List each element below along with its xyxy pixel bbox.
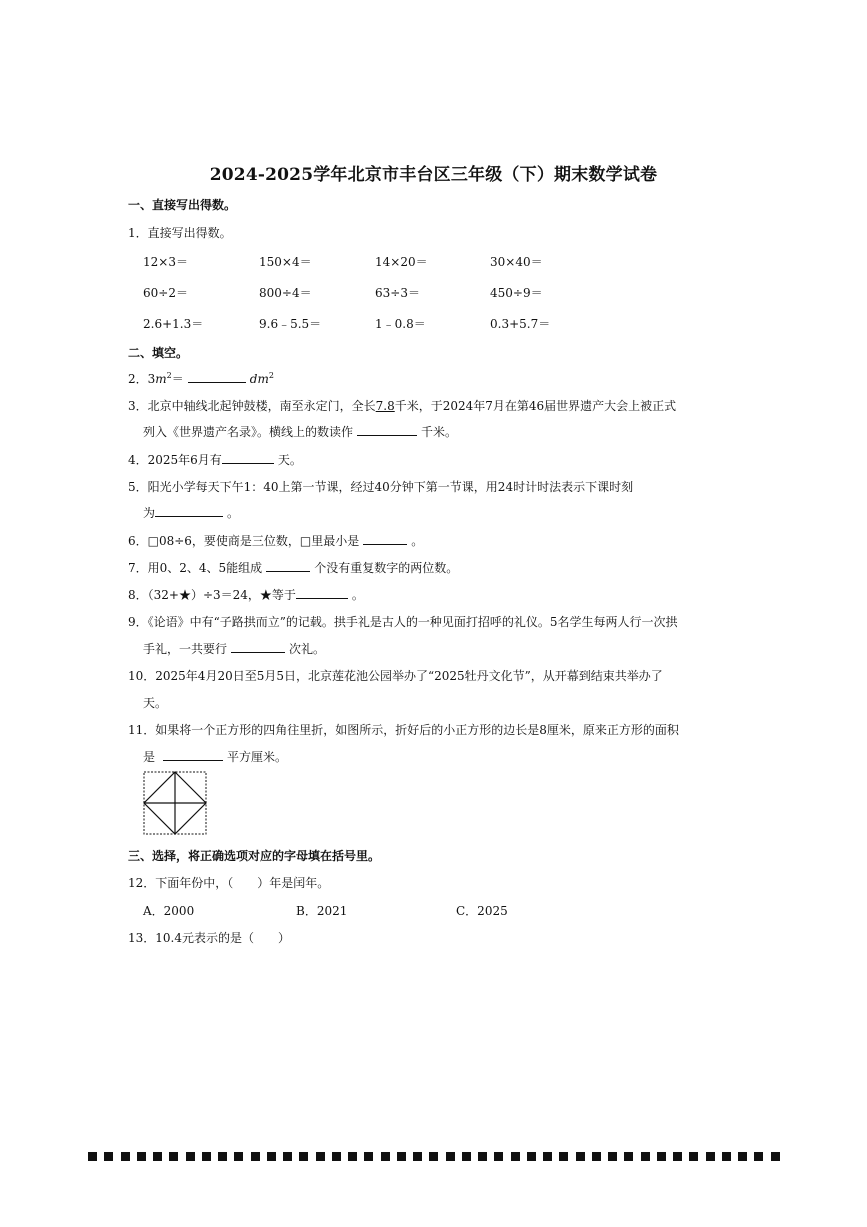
calc-item: 450÷9＝	[490, 286, 543, 300]
footer-mark	[592, 1152, 601, 1161]
page-title: 2024-2025学年北京市丰台区三年级（下）期末数学试卷	[209, 165, 658, 185]
section-heading-2: 二、填空。	[128, 346, 189, 360]
footer-mark	[608, 1152, 617, 1161]
footer-mark	[267, 1152, 276, 1161]
question-2-exponent-target: 2	[268, 371, 274, 380]
question-1-stem: 1．直接写出得数。	[128, 226, 232, 240]
question-3-line-2	[143, 423, 457, 440]
answer-blank[interactable]	[188, 370, 246, 383]
question-2-unit: m	[155, 372, 167, 386]
footer-mark	[689, 1152, 698, 1161]
question-7	[128, 559, 458, 576]
footer-mark	[299, 1152, 308, 1161]
question-12-stem: 12．下面年份中，（ ）年是闰年。	[128, 876, 330, 890]
footer-mark	[624, 1152, 633, 1161]
question-10-line-2: 天。	[143, 696, 168, 710]
calc-item: 0.3+5.7＝	[490, 317, 551, 331]
footer-mark	[462, 1152, 471, 1161]
footer-mark	[559, 1152, 568, 1161]
question-13-stem: 13．10.4元表示的是（ ）	[128, 931, 290, 945]
question-11-line-1: 11．如果将一个正方形的四角往里折，如图所示，折好后的小正方形的边长是8厘米，原来正方形的面积	[128, 723, 679, 737]
footer-mark	[527, 1152, 536, 1161]
calc-item: 9.6﹣5.5＝	[259, 317, 322, 331]
footer-mark	[169, 1152, 178, 1161]
footer-mark	[397, 1152, 406, 1161]
footer-mark	[88, 1152, 97, 1161]
question-7-text: 个没有重复数字的两位数。	[314, 561, 459, 575]
calc-item: 12×3＝	[143, 255, 188, 269]
footer-mark	[478, 1152, 487, 1161]
answer-blank[interactable]	[266, 559, 310, 572]
question-9-line-2	[143, 640, 325, 657]
footer-mark	[576, 1152, 585, 1161]
question-5-text: 。	[227, 506, 240, 520]
footer-mark	[364, 1152, 373, 1161]
footer-mark	[673, 1152, 682, 1161]
question-5-text: 为	[143, 506, 156, 520]
calc-item: 14×20＝	[375, 255, 428, 269]
question-3-text: 千米，于2024年7月在第46届世界遗产大会上被正式	[394, 399, 677, 413]
question-4-text: 4．2025年6月有	[128, 453, 222, 467]
choice-option-a[interactable]: A．2000	[143, 904, 195, 918]
question-10-line-1: 10．2025年4月20日至5月5日，北京莲花池公园举办了“2025牡丹文化节”，从开幕到结束共举办了	[128, 669, 663, 683]
question-11-text: 是	[143, 750, 156, 764]
question-2-equals: ＝	[171, 372, 184, 386]
calc-item: 1﹣0.8＝	[375, 317, 426, 331]
footer-mark	[153, 1152, 162, 1161]
calc-item: 60÷2＝	[143, 286, 188, 300]
footer-mark	[657, 1152, 666, 1161]
footer-mark	[706, 1152, 715, 1161]
question-5-line-1: 5．阳光小学每天下午1：40上第一节课，经过40分钟下第一节课，用24时计时法表示下课时刻	[128, 480, 634, 494]
question-9-line-1: 9．《论语》中有“子路拱而立”的记载。拱手礼是古人的一种见面打招呼的礼仪。5名学生每两人行一次拱	[128, 615, 678, 629]
answer-blank[interactable]	[363, 532, 407, 545]
footer-mark	[446, 1152, 455, 1161]
footer-mark	[104, 1152, 113, 1161]
footer-mark	[738, 1152, 747, 1161]
footer-mark	[283, 1152, 292, 1161]
question-11-line-2	[143, 748, 287, 765]
question-6-text: 。	[411, 534, 424, 548]
choice-option-b[interactable]: B．2021	[296, 904, 348, 918]
question-3-text: 3．北京中轴线北起钟鼓楼，南至永定门，全长	[128, 399, 376, 413]
question-2-value: 3	[147, 372, 156, 386]
answer-blank[interactable]	[296, 586, 348, 599]
footer-mark	[316, 1152, 325, 1161]
answer-blank[interactable]	[163, 748, 223, 761]
question-3-text: 千米。	[421, 425, 458, 439]
question-2	[128, 370, 274, 387]
question-4	[128, 451, 302, 468]
question-3-text: 列入《世界遗产名录》。横线上的数读作	[143, 425, 354, 439]
question-2-unit-target: dm	[249, 372, 269, 386]
footer-mark	[121, 1152, 130, 1161]
question-2-number: 2．	[128, 372, 148, 386]
footer-mark	[218, 1152, 227, 1161]
footer-mark	[413, 1152, 422, 1161]
answer-blank[interactable]	[222, 451, 274, 464]
footer-mark	[429, 1152, 438, 1161]
question-7-text: 7．用0、2、4、5能组成	[128, 561, 263, 575]
section-heading-1: 一、直接写出得数。	[128, 198, 237, 212]
footer-mark	[754, 1152, 763, 1161]
section-heading-3: 三、选择，将正确选项对应的字母填在括号里。	[128, 849, 381, 863]
footer-mark	[202, 1152, 211, 1161]
question-4-text: 天。	[277, 453, 302, 467]
footer-mark	[722, 1152, 731, 1161]
question-3-line-1	[128, 397, 676, 414]
calc-item: 2.6+1.3＝	[143, 317, 204, 331]
calc-item: 63÷3＝	[375, 286, 420, 300]
footer-mark	[234, 1152, 243, 1161]
answer-blank[interactable]	[155, 504, 223, 517]
footer-mark	[332, 1152, 341, 1161]
footer-mark	[137, 1152, 146, 1161]
choice-option-c[interactable]: C．2025	[456, 904, 508, 918]
question-2-exponent: 2	[166, 371, 172, 380]
footer-mark	[641, 1152, 650, 1161]
footer-mark	[348, 1152, 357, 1161]
footer-mark	[381, 1152, 390, 1161]
question-9-text: 次礼。	[289, 642, 326, 656]
question-8-text: 。	[351, 588, 364, 602]
footer-mark	[771, 1152, 780, 1161]
question-11-text: 平方厘米。	[227, 750, 288, 764]
calc-item: 150×4＝	[259, 255, 312, 269]
answer-blank[interactable]	[357, 423, 417, 436]
footer-mark	[186, 1152, 195, 1161]
question-3-underlined-number: 7.8	[375, 399, 395, 413]
answer-blank[interactable]	[231, 640, 285, 653]
footer-mark	[494, 1152, 503, 1161]
footer-decorative-strip	[88, 1152, 780, 1164]
question-8-text: 8．（32+★）÷3＝24，★等于	[128, 588, 296, 602]
calc-item: 800÷4＝	[259, 286, 312, 300]
footer-mark	[511, 1152, 520, 1161]
question-6-text: 6．□08÷6，要使商是三位数，□里最小是	[128, 534, 360, 548]
question-8	[128, 586, 364, 603]
question-6	[128, 532, 423, 549]
footer-mark	[543, 1152, 552, 1161]
footer-mark	[251, 1152, 260, 1161]
question-9-text: 手礼，一共要行	[143, 642, 228, 656]
calc-item: 30×40＝	[490, 255, 543, 269]
question-5-line-2	[143, 504, 239, 521]
folded-square-figure	[143, 771, 207, 835]
